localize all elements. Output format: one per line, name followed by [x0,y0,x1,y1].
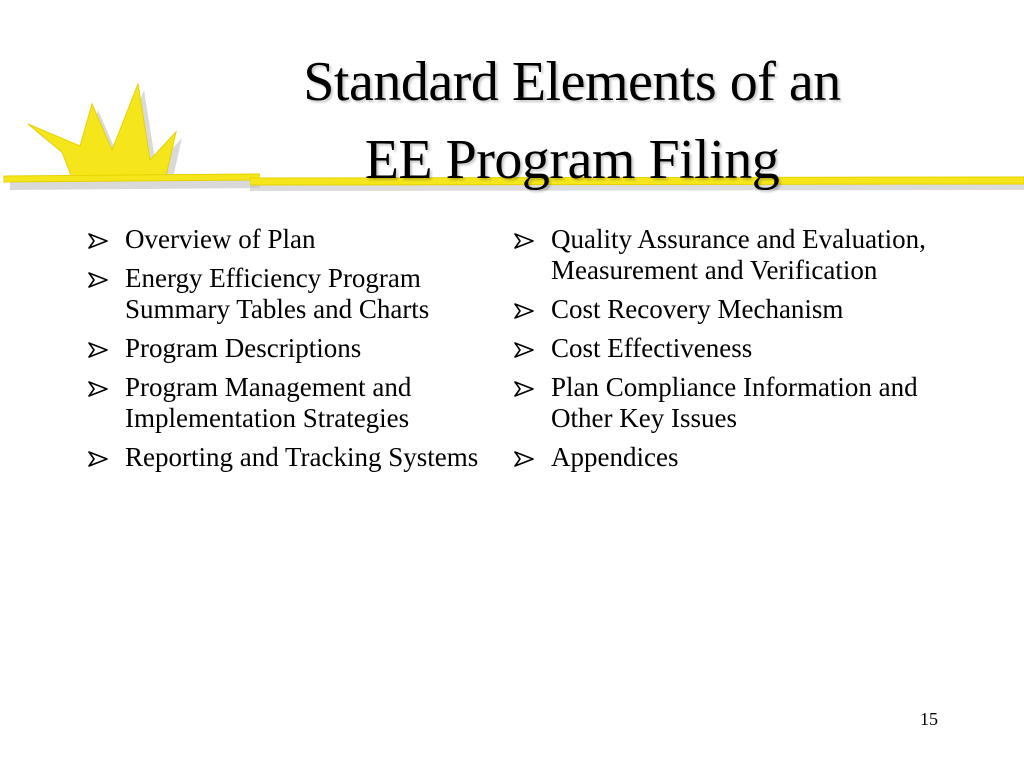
bullet-text: Cost Effectiveness [551,333,753,363]
arrowhead-bullet-icon [514,233,536,249]
list-item [86,263,506,325]
arrowhead-bullet-icon [88,381,110,397]
list-item [512,294,932,325]
bullet-text: Program Descriptions [125,333,362,363]
bullet-text: Program Management and Implementation Strategies [125,372,412,433]
bullet-text: Energy Efficiency Program Summary Tables and Charts [125,263,430,324]
list-item [512,224,932,286]
arrowhead-bullet-icon [88,451,110,467]
list-item [512,333,932,364]
arrowhead-bullet-icon [88,272,110,288]
arrowhead-bullet-icon [514,381,536,397]
arrowhead-bullet-icon [88,342,110,358]
list-item [86,333,506,364]
slide-title-line-2: EE Program Filing [364,129,780,191]
list-item [512,442,932,473]
slide-title-line-1: Standard Elements of an [303,51,841,113]
arrowhead-bullet-icon [514,303,536,319]
arrowhead-bullet-icon [514,451,536,467]
bullet-text: Cost Recovery Mechanism [551,294,844,324]
arrowhead-bullet-icon [88,233,110,249]
bullet-text: Appendices [551,442,679,472]
right-bullet-list [512,224,932,481]
bullet-text: Reporting and Tracking Systems [125,442,479,472]
left-bullet-list [86,224,506,481]
list-item [86,224,506,255]
bullet-text: Overview of Plan [125,224,316,254]
page-number: 15 [920,709,938,729]
bullet-text: Quality Assurance and Evaluation, Measurement and Verification [551,224,926,285]
list-item [512,372,932,434]
arrowhead-bullet-icon [514,342,536,358]
bullet-text: Plan Compliance Information and Other Key Issues [551,372,918,433]
list-item [86,442,506,473]
list-item [86,372,506,434]
